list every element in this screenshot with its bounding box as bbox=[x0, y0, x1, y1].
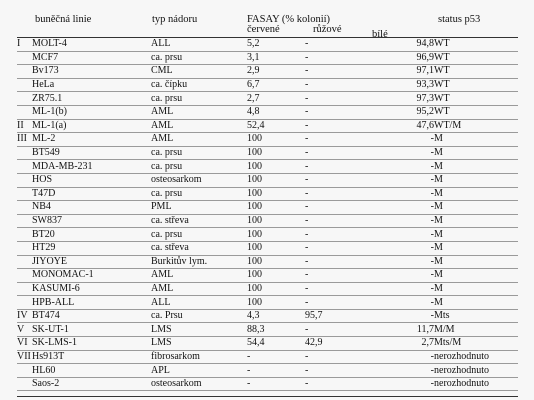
cell-red: 5,2 bbox=[247, 38, 305, 51]
cell-group bbox=[17, 364, 32, 378]
cell-p53-status: WT bbox=[434, 38, 518, 51]
cell-group bbox=[17, 269, 32, 283]
table-row bbox=[17, 377, 518, 391]
cell-red: 100 bbox=[247, 160, 305, 174]
table-row bbox=[17, 241, 518, 255]
cell-pink: - bbox=[305, 146, 371, 160]
cell-red: 88,3 bbox=[247, 323, 305, 337]
cell-line-name: ML-1(a) bbox=[32, 119, 151, 133]
cell-p53-status: WT/M bbox=[434, 119, 518, 133]
table-row bbox=[17, 323, 518, 337]
cell-white: 47,6 bbox=[371, 119, 434, 133]
table-row bbox=[17, 146, 518, 160]
cell-pink: - bbox=[305, 133, 371, 147]
cell-line-name: ML-1(b) bbox=[32, 105, 151, 119]
cell-white: - bbox=[371, 364, 434, 378]
cell-red: 100 bbox=[247, 201, 305, 215]
table-row bbox=[17, 201, 518, 215]
cell-white: - bbox=[371, 228, 434, 242]
cell-pink: 42,9 bbox=[305, 337, 371, 351]
table-row bbox=[17, 350, 518, 364]
cell-line-name: NB4 bbox=[32, 201, 151, 215]
cell-pink: - bbox=[305, 228, 371, 242]
table-row bbox=[17, 255, 518, 269]
table-row bbox=[17, 51, 518, 65]
cell-p53-status: M bbox=[434, 146, 518, 160]
cell-tumor-type: fibrosarkom bbox=[151, 350, 247, 364]
cell-group: III bbox=[17, 133, 32, 147]
cell-p53-status: M bbox=[434, 160, 518, 174]
cell-red: 100 bbox=[247, 282, 305, 296]
cell-tumor-type: AML bbox=[151, 269, 247, 283]
cell-p53-status: WT bbox=[434, 105, 518, 119]
cell-red: 100 bbox=[247, 146, 305, 160]
header-white: bílé bbox=[372, 29, 388, 40]
cell-red: - bbox=[247, 350, 305, 364]
cell-group: VII bbox=[17, 350, 31, 362]
cell-tumor-type: ALL bbox=[151, 38, 247, 51]
cell-p53-status: M bbox=[434, 133, 518, 147]
cell-pink: - bbox=[305, 92, 371, 106]
cell-white: - bbox=[371, 173, 434, 187]
cell-group: IV bbox=[17, 309, 32, 323]
cell-p53-status: Mts bbox=[434, 309, 518, 323]
cell-pink: - bbox=[305, 241, 371, 255]
cell-white: - bbox=[371, 214, 434, 228]
cell-pink: - bbox=[305, 51, 371, 65]
cell-white: - bbox=[371, 282, 434, 296]
cell-group bbox=[17, 51, 32, 65]
table-row bbox=[17, 309, 518, 323]
cell-red: 4,3 bbox=[247, 309, 305, 323]
header-p53-status: status p53 bbox=[438, 14, 481, 25]
cell-line-name: ZR75.1 bbox=[32, 92, 151, 106]
cell-red: 100 bbox=[247, 187, 305, 201]
cell-line-name: HPB-ALL bbox=[32, 296, 151, 310]
cell-p53-status: M/M bbox=[434, 323, 518, 337]
bottom-rule bbox=[17, 396, 518, 397]
cell-group: V bbox=[17, 323, 32, 337]
table-row bbox=[17, 38, 518, 51]
cell-tumor-type: ca. prsu bbox=[151, 146, 247, 160]
cell-line-name: BT474 bbox=[32, 309, 151, 323]
cell-line-name: SK-UT-1 bbox=[32, 323, 151, 337]
cell-p53-status: M bbox=[434, 241, 518, 255]
cell-pink: - bbox=[305, 350, 371, 364]
cell-group bbox=[17, 187, 32, 201]
table-row bbox=[17, 105, 518, 119]
cell-pink: - bbox=[305, 187, 371, 201]
cell-tumor-type: APL bbox=[151, 364, 247, 378]
cell-white: 97,1 bbox=[371, 65, 434, 79]
cell-tumor-type: osteosarkom bbox=[151, 377, 247, 391]
cell-group bbox=[17, 255, 32, 269]
cell-line-name: T47D bbox=[32, 187, 151, 201]
cell-red: 4,8 bbox=[247, 105, 305, 119]
cell-line-name: Bv173 bbox=[32, 65, 151, 79]
cell-pink: - bbox=[305, 119, 371, 133]
cell-white: - bbox=[371, 255, 434, 269]
cell-line-name: HeLa bbox=[32, 78, 151, 92]
cell-white: 93,3 bbox=[371, 78, 434, 92]
cell-white: - bbox=[371, 269, 434, 283]
table-body bbox=[17, 38, 518, 391]
cell-line-name: MOLT-4 bbox=[32, 38, 151, 51]
cell-red: 100 bbox=[247, 241, 305, 255]
cell-white: - bbox=[371, 350, 434, 364]
cell-line-name: HT29 bbox=[32, 241, 151, 255]
cell-tumor-type: ca. prsu bbox=[151, 228, 247, 242]
cell-group bbox=[17, 78, 32, 92]
cell-white: - bbox=[371, 201, 434, 215]
cell-group: I bbox=[17, 38, 32, 51]
cell-group bbox=[17, 160, 32, 174]
cell-pink: - bbox=[305, 38, 371, 51]
cell-pink: - bbox=[305, 377, 371, 391]
cell-tumor-type: LMS bbox=[151, 337, 247, 351]
cell-red: - bbox=[247, 377, 305, 391]
cell-pink: - bbox=[305, 255, 371, 269]
cell-pink: - bbox=[305, 160, 371, 174]
cell-line-name: MCF7 bbox=[32, 51, 151, 65]
header-red: červené bbox=[247, 24, 280, 35]
cell-red: 3,1 bbox=[247, 51, 305, 65]
cell-white: - bbox=[371, 146, 434, 160]
cell-tumor-type: ALL bbox=[151, 296, 247, 310]
cell-line-name: MONOMAC-1 bbox=[32, 269, 151, 283]
cell-group bbox=[17, 65, 32, 79]
table-row bbox=[17, 187, 518, 201]
cell-p53-status: M bbox=[434, 201, 518, 215]
table-row bbox=[17, 92, 518, 106]
cell-pink: - bbox=[305, 65, 371, 79]
cell-line-name: BT20 bbox=[32, 228, 151, 242]
cell-line-name: HOS bbox=[32, 173, 151, 187]
cell-white: 95,2 bbox=[371, 105, 434, 119]
cell-tumor-type: ca. prsu bbox=[151, 92, 247, 106]
cell-tumor-type: AML bbox=[151, 133, 247, 147]
cell-group bbox=[17, 105, 32, 119]
table-row bbox=[17, 160, 518, 174]
cell-red: - bbox=[247, 364, 305, 378]
cell-red: 100 bbox=[247, 228, 305, 242]
table-row bbox=[17, 296, 518, 310]
cell-group bbox=[17, 377, 32, 391]
header-cell-line: buněčná linie bbox=[35, 14, 92, 25]
cell-line-name: BT549 bbox=[32, 146, 151, 160]
cell-tumor-type: osteosarkom bbox=[151, 173, 247, 187]
cell-red: 2,9 bbox=[247, 65, 305, 79]
table-row bbox=[17, 337, 518, 351]
cell-white: - bbox=[371, 377, 434, 391]
cell-red: 100 bbox=[247, 269, 305, 283]
cell-tumor-type: CML bbox=[151, 65, 247, 79]
cell-group bbox=[17, 296, 32, 310]
cell-p53-status: WT bbox=[434, 78, 518, 92]
cell-tumor-type: AML bbox=[151, 105, 247, 119]
cell-line-name: JIYOYE bbox=[32, 255, 151, 269]
cell-line-name: Hs913T bbox=[32, 350, 151, 364]
cell-p53-status: M bbox=[434, 269, 518, 283]
cell-tumor-type: ca. prsu bbox=[151, 51, 247, 65]
cell-red: 100 bbox=[247, 133, 305, 147]
cell-red: 2,7 bbox=[247, 92, 305, 106]
cell-red: 100 bbox=[247, 296, 305, 310]
cell-white: 2,7 bbox=[371, 337, 434, 351]
cell-tumor-type: ca. střeva bbox=[151, 214, 247, 228]
cell-group: VI bbox=[17, 337, 32, 351]
cell-pink: - bbox=[305, 296, 371, 310]
cell-tumor-type: ca. Prsu bbox=[151, 309, 247, 323]
cell-p53-status: M bbox=[434, 296, 518, 310]
table-row bbox=[17, 214, 518, 228]
cell-tumor-type: AML bbox=[151, 282, 247, 296]
cell-white: - bbox=[371, 241, 434, 255]
cell-group bbox=[17, 146, 32, 160]
cell-p53-status: M bbox=[434, 228, 518, 242]
cell-line-name: ML-2 bbox=[32, 133, 151, 147]
cell-p53-status: M bbox=[434, 214, 518, 228]
cell-group bbox=[17, 228, 32, 242]
cell-tumor-type: ca. prsu bbox=[151, 160, 247, 174]
cell-group bbox=[17, 92, 32, 106]
cell-white: - bbox=[371, 187, 434, 201]
cell-group bbox=[17, 201, 32, 215]
cell-p53-status: nerozhodnuto bbox=[434, 364, 518, 378]
cell-p53-status: M bbox=[434, 173, 518, 187]
table-row bbox=[17, 364, 518, 378]
cell-line-name: SW837 bbox=[32, 214, 151, 228]
cell-p53-status: M bbox=[434, 187, 518, 201]
cell-line-name: HL60 bbox=[32, 364, 151, 378]
cell-tumor-type: ca. čípku bbox=[151, 78, 247, 92]
table-row bbox=[17, 78, 518, 92]
cell-group bbox=[17, 282, 32, 296]
cell-tumor-type: ca. střeva bbox=[151, 241, 247, 255]
cell-pink: - bbox=[305, 364, 371, 378]
cell-red: 100 bbox=[247, 255, 305, 269]
table-row bbox=[17, 269, 518, 283]
p53-status-table bbox=[17, 38, 518, 391]
cell-line-name: KASUMI-6 bbox=[32, 282, 151, 296]
cell-pink: - bbox=[305, 282, 371, 296]
cell-line-name: Saos-2 bbox=[32, 377, 151, 391]
cell-pink: - bbox=[305, 269, 371, 283]
table-row bbox=[17, 282, 518, 296]
cell-p53-status: WT bbox=[434, 65, 518, 79]
header-tumor-type: typ nádoru bbox=[152, 14, 198, 25]
cell-pink: - bbox=[305, 173, 371, 187]
header-pink: růžové bbox=[313, 24, 342, 35]
cell-tumor-type: Burkitův lym. bbox=[151, 255, 247, 269]
cell-pink: - bbox=[305, 201, 371, 215]
cell-white: 94,8 bbox=[371, 38, 434, 51]
cell-white: - bbox=[371, 309, 434, 323]
cell-red: 6,7 bbox=[247, 78, 305, 92]
cell-p53-status: M bbox=[434, 282, 518, 296]
table-row bbox=[17, 173, 518, 187]
cell-line-name: SK-LMS-1 bbox=[32, 337, 151, 351]
cell-red: 54,4 bbox=[247, 337, 305, 351]
cell-p53-status: WT bbox=[434, 92, 518, 106]
cell-p53-status: nerozhodnuto bbox=[434, 350, 518, 364]
header-fasay: FASAY (% kolonií) bbox=[247, 14, 331, 25]
cell-pink: 95,7 bbox=[305, 309, 371, 323]
table-row bbox=[17, 133, 518, 147]
cell-pink: - bbox=[305, 214, 371, 228]
cell-red: 100 bbox=[247, 173, 305, 187]
cell-p53-status: nerozhodnuto bbox=[434, 377, 518, 391]
cell-tumor-type: ca. prsu bbox=[151, 187, 247, 201]
table-row bbox=[17, 65, 518, 79]
cell-p53-status: M bbox=[434, 255, 518, 269]
cell-line-name: MDA-MB-231 bbox=[32, 160, 151, 174]
cell-p53-status: Mts/M bbox=[434, 337, 518, 351]
cell-pink: - bbox=[305, 78, 371, 92]
cell-tumor-type: AML bbox=[151, 119, 247, 133]
cell-group bbox=[17, 214, 32, 228]
cell-tumor-type: LMS bbox=[151, 323, 247, 337]
cell-white: - bbox=[371, 160, 434, 174]
cell-p53-status: WT bbox=[434, 51, 518, 65]
cell-white: - bbox=[371, 296, 434, 310]
cell-white: 96,9 bbox=[371, 51, 434, 65]
cell-white: 11,7 bbox=[371, 323, 434, 337]
cell-group: II bbox=[17, 119, 32, 133]
cell-group bbox=[17, 173, 32, 187]
table-row bbox=[17, 119, 518, 133]
cell-pink: - bbox=[305, 323, 371, 337]
cell-tumor-type: PML bbox=[151, 201, 247, 215]
table-row bbox=[17, 228, 518, 242]
cell-red: 52,4 bbox=[247, 119, 305, 133]
cell-white: - bbox=[371, 133, 434, 147]
cell-group bbox=[17, 241, 32, 255]
cell-red: 100 bbox=[247, 214, 305, 228]
cell-white: 97,3 bbox=[371, 92, 434, 106]
cell-pink: - bbox=[305, 105, 371, 119]
